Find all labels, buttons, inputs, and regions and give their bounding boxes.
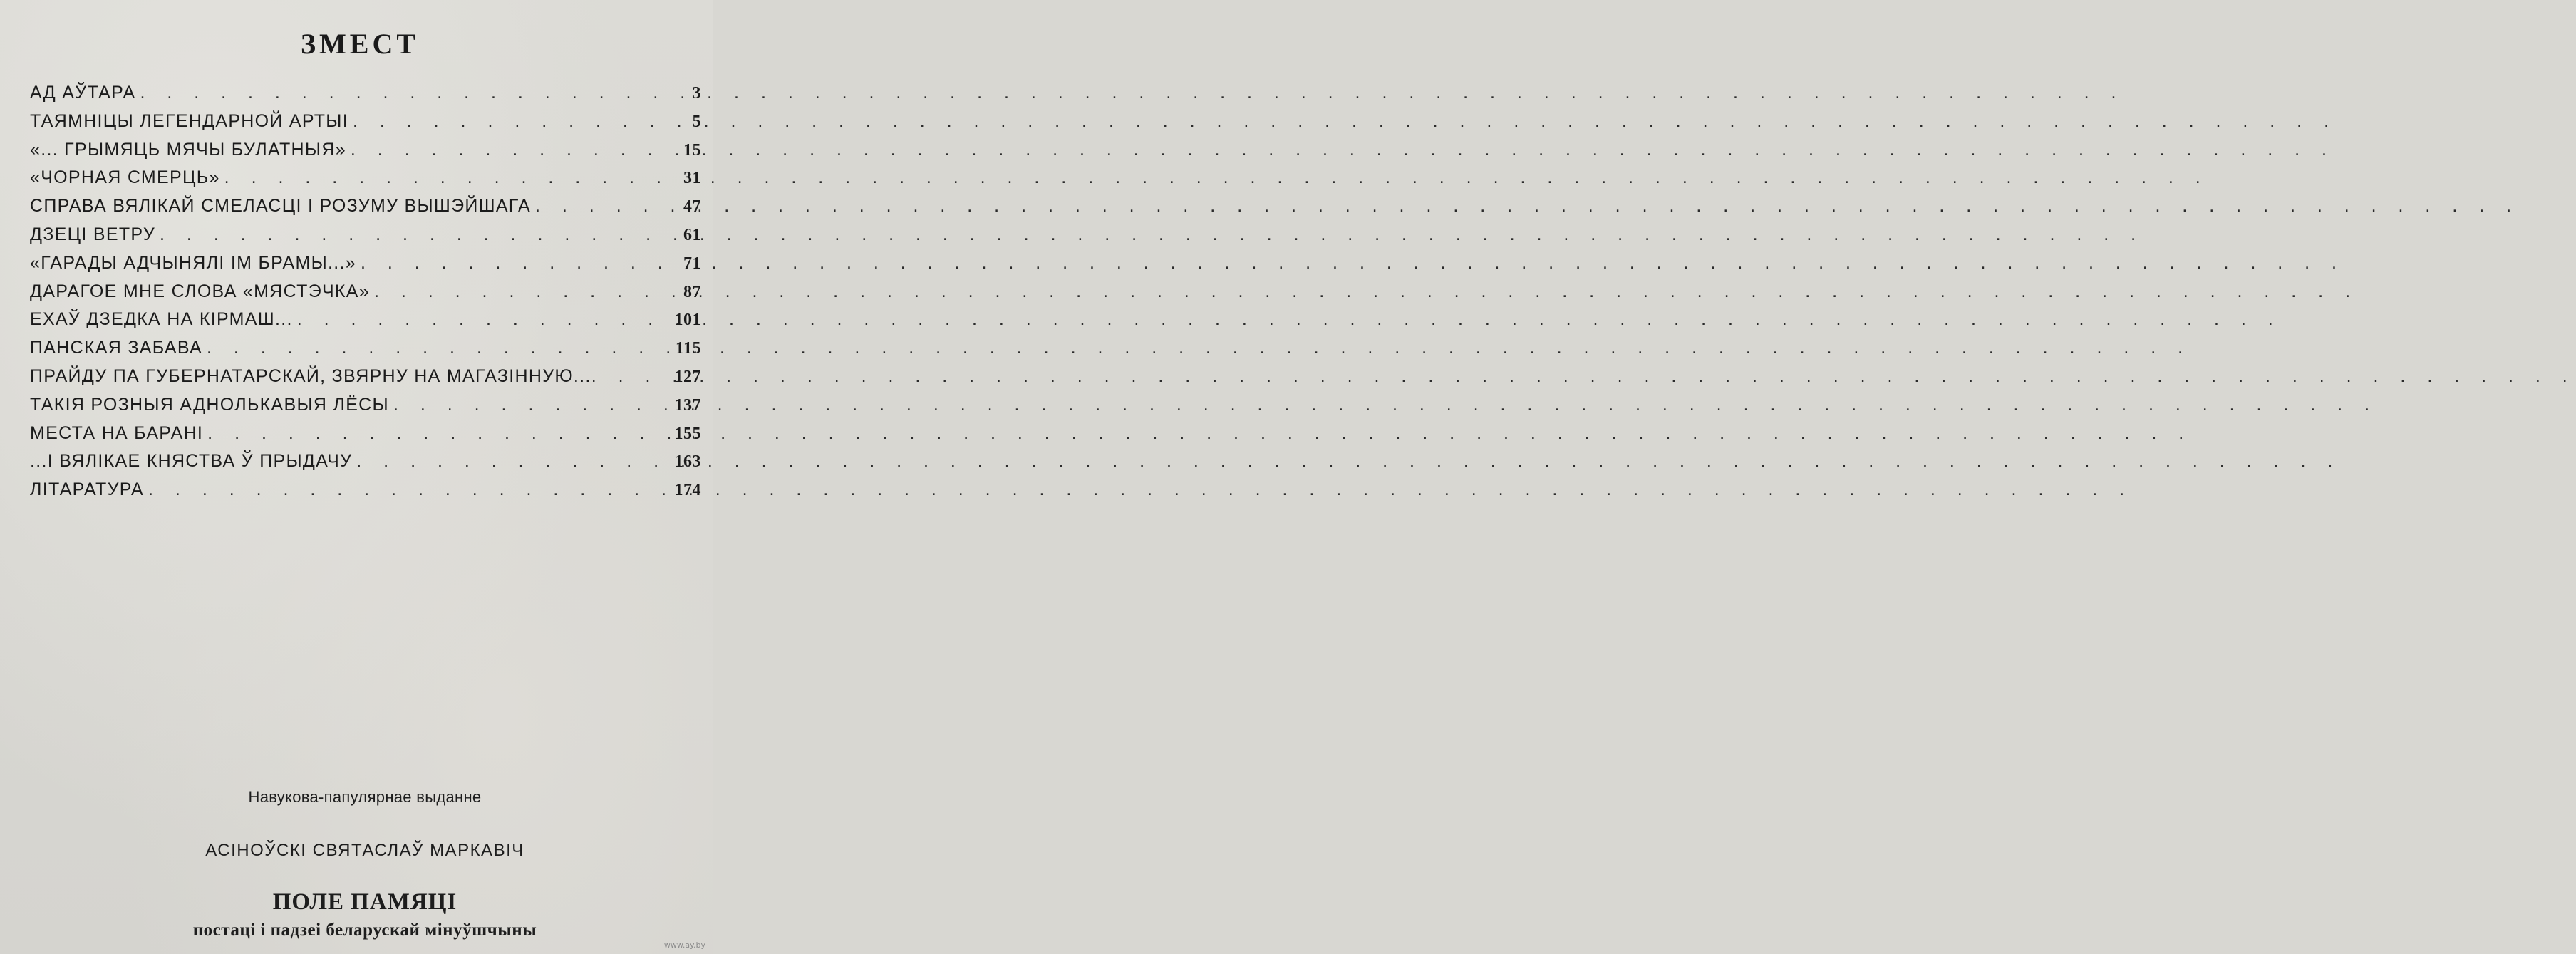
toc-entry-title: ПРАЙДУ ПА ГУБЕРНАТАРСКАЙ, ЗВЯРНУ НА МАГАЗІННУЮ... — [30, 365, 591, 386]
site-watermark: www.ay.by — [663, 940, 705, 950]
book-subtitle: постаці і падзеі беларускай мінуўшчыны — [192, 921, 537, 940]
toc-entry-title: ЛІТАРАТУРА — [30, 479, 145, 500]
toc-entry-page: 87 — [683, 282, 701, 301]
toc-entry-page: 3 — [692, 84, 701, 103]
toc-entry — [30, 83, 701, 111]
toc-dot-leader — [160, 224, 679, 245]
toc-entry — [30, 309, 701, 338]
toc-entry-title: МЕСТА НА БАРАНІ — [30, 422, 204, 443]
toc-dot-leader — [207, 338, 671, 358]
toc-entry — [30, 253, 701, 281]
toc-entry-page: 115 — [675, 339, 701, 358]
toc-dot-leader — [356, 451, 670, 472]
toc-entry-page: 71 — [683, 254, 701, 273]
toc-entry-title: ...І ВЯЛІКАЕ КНЯСТВА Ў ПРЫДАЧУ — [30, 451, 353, 472]
toc-dot-leader — [374, 281, 679, 302]
toc-entry-page: 127 — [674, 367, 701, 386]
toc-entry — [30, 224, 701, 253]
toc-dot-leader — [224, 167, 679, 188]
toc-dot-leader — [361, 253, 679, 274]
toc-entry-title: ДЗЕЦІ ВЕТРУ — [30, 224, 156, 244]
book-page — [0, 0, 713, 954]
toc-entry — [30, 111, 701, 140]
toc-dot-leader — [140, 83, 688, 103]
toc-entry-page: 61 — [683, 225, 701, 244]
toc-entry-page: 101 — [674, 311, 701, 330]
author-name: АСІНОЎСКІ СВЯТАСЛАЎ МАРКАВІЧ — [205, 841, 524, 860]
toc-dot-leader — [353, 111, 688, 132]
toc-entry-title: «... ГРЫМЯЦЬ МЯЧЫ БУЛАТНЫЯ» — [30, 139, 346, 160]
toc-entry-page: 163 — [674, 452, 701, 472]
toc-entry-page: 47 — [683, 197, 701, 217]
toc-entry — [30, 167, 701, 196]
toc-entry-title: «ЧОРНАЯ СМЕРЦЬ» — [30, 167, 220, 188]
toc-entry-title: ТАКІЯ РОЗНЫЯ АДНОЛЬКАВЫЯ ЛЁСЫ — [30, 394, 389, 415]
toc-entry-title: ПАНСКАЯ ЗАБАВА — [30, 338, 203, 358]
toc-entry — [30, 281, 701, 310]
toc-heading: ЗМЕСТ — [300, 28, 420, 60]
toc-dot-leader — [207, 423, 670, 444]
toc-entry-title: СПРАВА ВЯЛІКАЙ СМЕЛАСЦІ І РОЗУМУ ВЫШЭЙШАГА — [30, 196, 532, 217]
toc-entry-page: 5 — [692, 112, 701, 131]
toc-entry-page: 155 — [674, 424, 701, 443]
toc-entry-title: ДАРАГОЕ МНЕ СЛОВА «МЯСТЭЧКА» — [30, 281, 370, 301]
toc-entry-page: 174 — [674, 481, 701, 500]
toc-entry-page: 137 — [674, 395, 701, 415]
toc-entry — [30, 196, 701, 224]
toc-entry-title: ЕХАЎ ДЗЕДКА НА КІРМАШ... — [30, 309, 293, 330]
toc-entry — [30, 140, 701, 168]
toc-entry-page: 31 — [683, 169, 701, 188]
publication-type: Навукова-папулярнае выданне — [248, 788, 482, 806]
toc-entry — [30, 338, 701, 366]
toc-dot-leader — [297, 309, 671, 330]
toc-entry-title: «ГАРАДЫ АДЧЫНЯЛІ ІМ БРАМЫ...» — [30, 252, 356, 273]
toc-entry — [30, 451, 701, 479]
toc-dot-leader — [393, 395, 671, 415]
toc-entry-title: ТАЯМНІЦЫ ЛЕГЕНДАРНОЙ АРТЫІ — [30, 110, 348, 131]
toc-dot-leader — [591, 366, 675, 387]
toc-entry-title: АД АЎТАРА — [30, 83, 136, 103]
toc-dot-leader — [148, 479, 670, 500]
toc-entry — [30, 366, 701, 395]
toc-entry — [30, 479, 701, 508]
book-title: ПОЛЕ ПАМЯЦІ — [272, 889, 457, 915]
toc-entry — [30, 423, 701, 452]
toc-dot-leader — [535, 196, 679, 217]
toc-entry-page: 15 — [683, 140, 701, 160]
toc-dot-leader — [351, 140, 679, 160]
toc-entry — [30, 395, 701, 423]
table-of-contents — [30, 83, 701, 508]
